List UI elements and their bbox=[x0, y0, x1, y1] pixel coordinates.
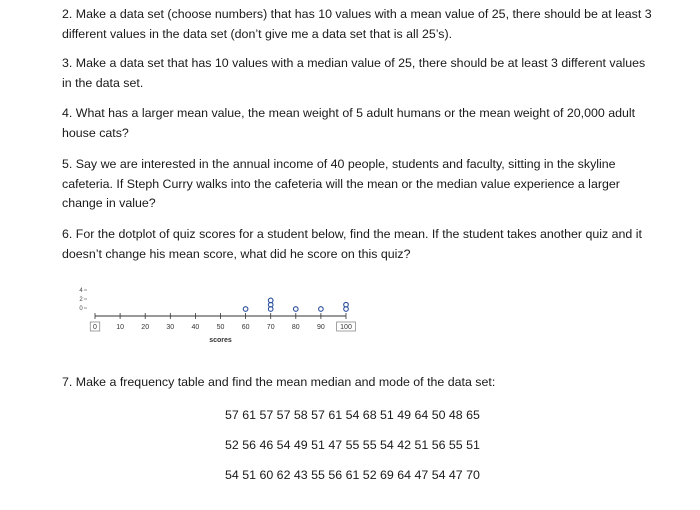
question-7: 7. Make a frequency table and find the mean median and mode of the data set: bbox=[62, 375, 496, 389]
data-line-1: 57 61 57 57 58 57 61 54 68 51 49 64 50 48 65 bbox=[225, 408, 480, 422]
y-tick-label: 4 bbox=[79, 288, 83, 294]
question-4: 4. What has a larger mean value, the mean weight of 5 adult humans or the mean weight of 20,000 adult house cats? bbox=[62, 106, 636, 140]
dot-score-80 bbox=[294, 307, 299, 312]
dot-score-60 bbox=[243, 307, 248, 312]
question-3: 3. Make a data set that has 10 values with a median value of 25, there should be at least 3 different values in the data set. bbox=[62, 56, 646, 90]
x-tick-label: 80 bbox=[291, 324, 300, 331]
x-tick-label: 10 bbox=[116, 324, 124, 331]
x-tick-label: 0 bbox=[93, 324, 97, 331]
x-tick-label: 20 bbox=[141, 324, 150, 331]
x-tick-label: 100 bbox=[340, 324, 352, 331]
data-line-2: 52 56 46 54 49 51 47 55 55 54 42 51 56 55 51 bbox=[225, 438, 480, 452]
dot-score-90 bbox=[319, 307, 324, 312]
x-tick-label: 30 bbox=[166, 324, 175, 331]
question-2: 2. Make a data set (choose numbers) that has 10 values with a mean value of 25, there should be at least 3 different values in the data set (don’t give me a data set that is all 25’s). bbox=[62, 7, 652, 41]
x-tick-label: 60 bbox=[241, 324, 250, 331]
question-5: 5. Say we are interested in the annual income of 40 people, students and faculty, sitting in the skyline cafeteria. If Steph Curry walks into the cafeteria will the mean or the median value experience a larger change in value? bbox=[62, 157, 620, 210]
y-tick-label: 2 bbox=[79, 297, 83, 303]
question-6: 6. For the dotplot of quiz scores for a student below, find the mean. If the student takes another quiz and it doesn’t change his mean score, what did he score on this quiz? bbox=[62, 227, 642, 261]
x-axis-label: scores bbox=[209, 337, 232, 344]
x-tick-label: 70 bbox=[266, 324, 275, 331]
x-tick-label: 50 bbox=[216, 324, 225, 331]
x-tick-label: 90 bbox=[317, 324, 325, 331]
quiz-score-dotplot bbox=[75, 286, 365, 348]
y-tick-label: 0 bbox=[79, 306, 83, 312]
x-tick-label: 40 bbox=[191, 324, 200, 331]
data-line-3: 54 51 60 62 43 55 56 61 52 69 64 47 54 47 70 bbox=[225, 468, 480, 482]
